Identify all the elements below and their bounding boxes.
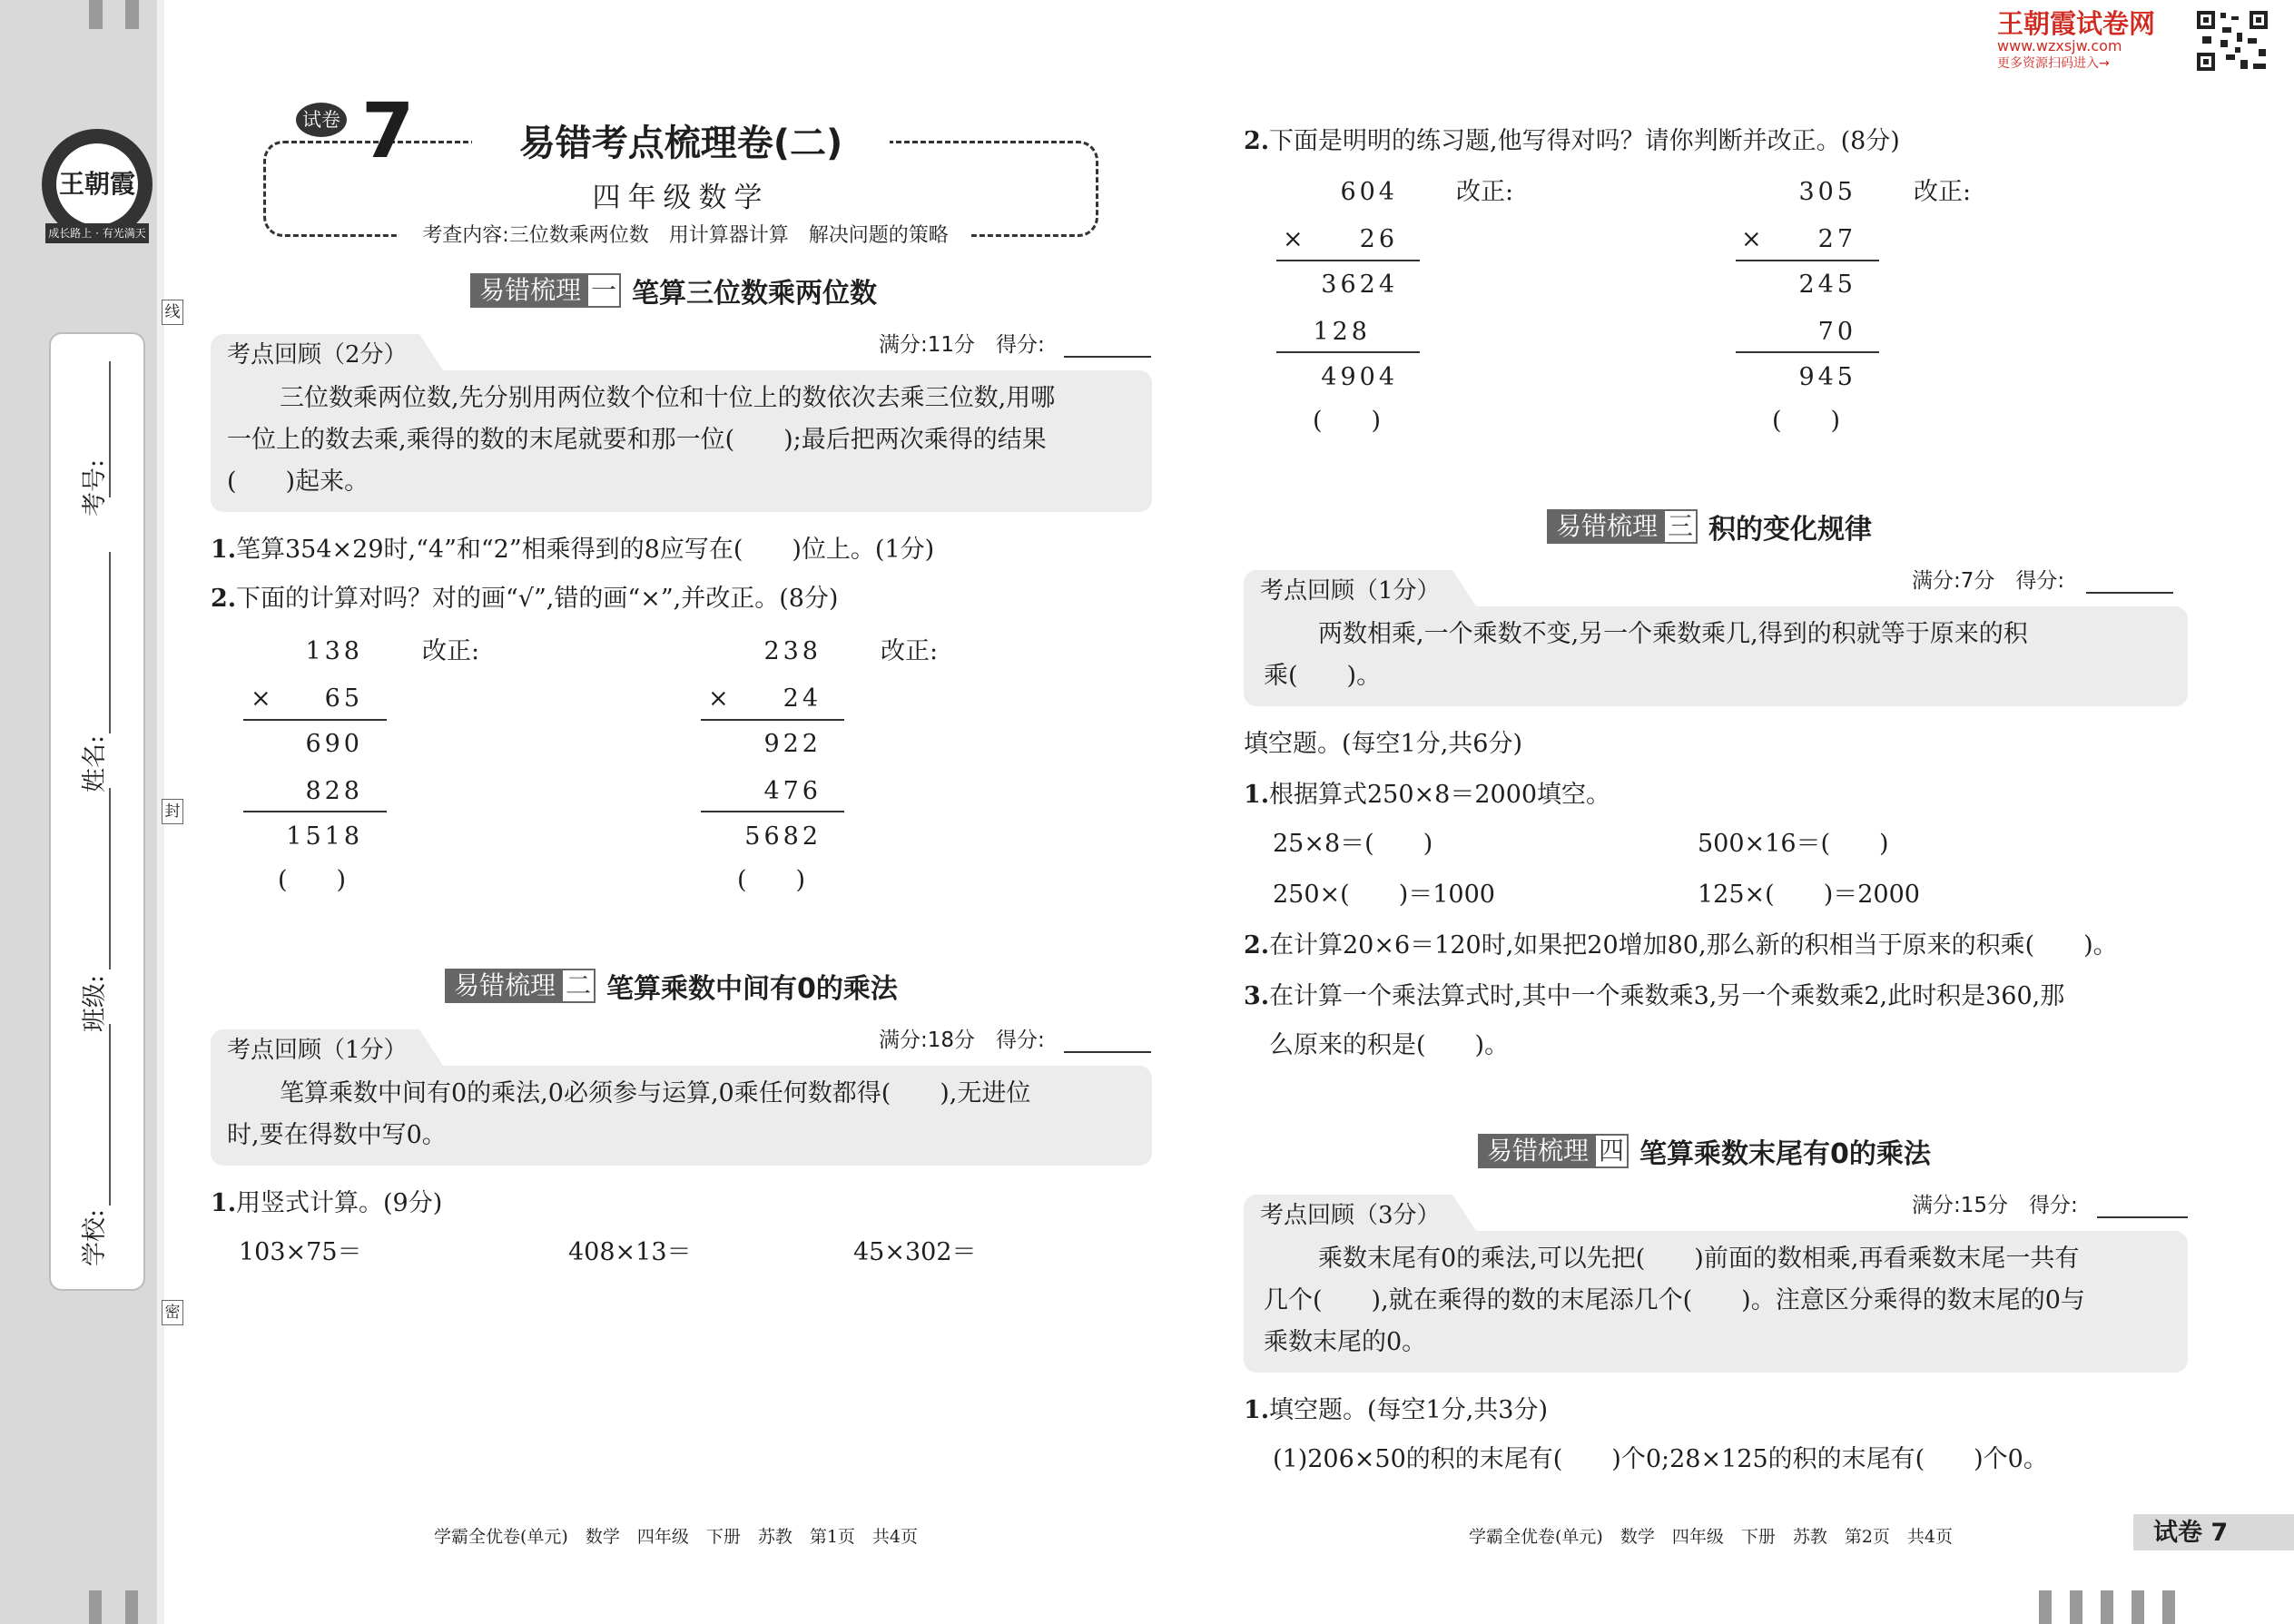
logo-banner: 成长路上 · 有光满天: [45, 223, 149, 243]
calc-row: 27: [1817, 225, 1856, 253]
fix-label: 改正:: [1914, 178, 1972, 206]
calc-row: 922: [763, 730, 822, 758]
question-number: 1.: [211, 1189, 237, 1217]
question-number: 2.: [1244, 931, 1270, 960]
question-number: 3.: [1244, 982, 1270, 1010]
calc-row: 26: [1359, 225, 1398, 253]
exam-number-line[interactable]: [109, 361, 111, 497]
fill-item[interactable]: 125×( )＝2000: [1698, 881, 1920, 909]
calc-row: 3624: [1321, 271, 1398, 299]
calc-row: 828: [305, 777, 363, 805]
student-info-panel: [49, 332, 145, 1291]
review-tab: 考点回顾（2分）: [211, 334, 419, 376]
question-text: 填空题。(每空1分,共3分): [1269, 1396, 1549, 1424]
section-tag: 易错梳理: [445, 969, 561, 1003]
score-line: 满分:18分 得分:: [879, 1029, 1045, 1052]
calc-rule: [701, 811, 844, 812]
fix-label: 改正:: [881, 637, 939, 665]
calc-row: 245: [1798, 271, 1856, 299]
calc-row: 604: [1340, 178, 1398, 206]
review-line: 两数相乘,一个乘数不变,另一个乘数乘几,得到的积就等于原来的积: [1318, 620, 2028, 648]
calc-row: 70: [1817, 318, 1856, 346]
calc-rule: [1276, 351, 1420, 353]
section-number: 四: [1594, 1134, 1629, 1168]
exam-number-label: 考号:: [81, 458, 110, 517]
logo-name: 王朝霞: [56, 143, 138, 225]
calc-rule: [1736, 260, 1879, 261]
paper-badge: 试卷: [296, 103, 347, 137]
review-line: ( )起来。: [227, 468, 369, 496]
answer-blank[interactable]: ( ): [1313, 407, 1382, 435]
section-name: 积的变化规律: [1708, 514, 1873, 546]
calc-row: 690: [305, 730, 363, 758]
multiply-sign: ×: [1283, 225, 1304, 253]
question-number: 1.: [1244, 1396, 1270, 1424]
calc-row: 138: [305, 637, 363, 665]
review-line: 笔算乘数中间有0的乘法,0必须参与运算,0乘任何数都得( ),无进位: [280, 1079, 1031, 1107]
exam-scope: 考查内容:三位数乘两位数 用计算器计算 解决问题的策略: [399, 221, 971, 251]
review-box: [1244, 1231, 2188, 1373]
review-tab: 考点回顾（1分）: [1244, 570, 1452, 612]
calc-row: 5682: [744, 822, 822, 851]
score-blank[interactable]: [1064, 356, 1151, 358]
top-tick: [89, 0, 103, 29]
subject-line: 四年级数学: [592, 182, 770, 214]
review-line: 三位数乘两位数,先分别用两位数个位和十位上的数依次去乘三位数,用哪: [280, 384, 1056, 412]
fill-item[interactable]: 250×( )＝1000: [1273, 881, 1495, 909]
review-line: 几个( ),就在乘得的数的末尾添几个( )。注意区分乘得的数末尾的0与: [1264, 1286, 2085, 1314]
calc-row: 1518: [286, 822, 363, 851]
question-text: 在计算一个乘法算式时,其中一个乘数乘3,另一个乘数乘2,此时积是360,那: [1269, 982, 2065, 1010]
name-line[interactable]: [109, 552, 111, 733]
bottom-tick: [89, 1590, 102, 1624]
calc-row: 305: [1798, 178, 1856, 206]
class-label: 班级:: [81, 974, 110, 1033]
calc-row: 945: [1798, 363, 1856, 391]
section-1-heading: [470, 272, 877, 309]
bottom-tick: [125, 1590, 138, 1624]
question-text: 笔算354×29时,“4”和“2”相乘得到的8应写在( )位上。(1分): [236, 536, 935, 564]
question-text: 在计算20×6＝120时,如果把20增加80,那么新的积相当于原来的积乘( )。: [1269, 931, 2118, 960]
brand-url[interactable]: www.wzxsjw.com: [1997, 37, 2122, 54]
answer-blank[interactable]: ( ): [737, 866, 806, 894]
page-footer-left: 学霸全优卷(单元) 数学 四年级 下册 苏教 第1页 共4页: [434, 1527, 919, 1547]
calc-row: 24: [783, 684, 822, 713]
question-text: 下面是明明的练习题,他写得对吗？请你判断并改正。(8分): [1269, 127, 1900, 155]
bottom-tick: [2132, 1590, 2144, 1624]
corner-label: 试卷 7: [2153, 1519, 2229, 1547]
section-tag: 易错梳理: [1478, 1134, 1594, 1168]
qr-code-icon[interactable]: [2195, 9, 2269, 73]
fill-title: 填空题。(每空1分,共6分): [1244, 730, 1523, 758]
cut-mark: 封: [162, 799, 183, 824]
answer-blank[interactable]: ( ): [278, 866, 347, 894]
bottom-tick: [2039, 1590, 2052, 1624]
review-box: [211, 1066, 1152, 1166]
multiply-sign: ×: [251, 684, 271, 713]
multiply-sign: ×: [1741, 225, 1762, 253]
question-number: 1.: [1244, 781, 1270, 809]
multiply-sign: ×: [708, 684, 729, 713]
review-box: [211, 370, 1152, 512]
calc-row: 238: [763, 637, 822, 665]
fill-item[interactable]: (1)206×50的积的末尾有( )个0;28×125的积的末尾有( )个0。: [1273, 1445, 2048, 1473]
section-name: 笔算乘数末尾有0的乘法: [1639, 1138, 1931, 1170]
score-blank[interactable]: [2086, 592, 2173, 594]
fill-item[interactable]: 500×16＝( ): [1698, 830, 1889, 858]
review-line: 一位上的数去乘,乘得的数的末尾就要和那一位( );最后把两次乘得的结果: [227, 426, 1047, 454]
calc-row: 128: [1313, 318, 1371, 346]
fill-item[interactable]: 25×8＝( ): [1273, 830, 1433, 858]
answer-blank[interactable]: ( ): [1772, 407, 1841, 435]
name-label: 姓名:: [81, 734, 110, 793]
section-number: 三: [1663, 509, 1698, 544]
section-3-heading: [1547, 508, 1872, 545]
section-name: 笔算乘数中间有0的乘法: [606, 973, 898, 1005]
section-tag: 易错梳理: [1547, 509, 1663, 544]
question-number: 1.: [211, 536, 237, 564]
review-box: [1244, 606, 2188, 706]
expression: 45×302＝: [853, 1238, 977, 1266]
calc-row: 4904: [1321, 363, 1398, 391]
school-label: 学校:: [81, 1208, 110, 1267]
fix-label: 改正:: [1456, 178, 1514, 206]
section-name: 笔算三位数乘两位数: [632, 278, 878, 310]
review-line: 时,要在得数中写0。: [227, 1121, 447, 1149]
calc-rule: [1736, 351, 1879, 353]
fix-label: 改正:: [422, 637, 480, 665]
question-number: 2.: [211, 585, 237, 613]
question-text: 用竖式计算。(9分): [236, 1189, 443, 1217]
review-tab: 考点回顾（3分）: [1244, 1195, 1452, 1236]
cut-mark: 密: [162, 1300, 183, 1325]
question-number: 2.: [1244, 127, 1270, 155]
page-title: 易错考点梳理卷(二): [472, 114, 890, 172]
section-4-heading: [1478, 1133, 1931, 1169]
calc-rule: [1276, 260, 1420, 261]
review-line: 乘( )。: [1264, 662, 1382, 690]
calc-rule: [701, 719, 844, 721]
score-line: 满分:15分 得分:: [1912, 1194, 2078, 1217]
page-footer-right: 学霸全优卷(单元) 数学 四年级 下册 苏教 第2页 共4页: [1469, 1527, 1954, 1547]
expression: 408×13＝: [568, 1238, 692, 1266]
cut-mark: 线: [162, 300, 183, 325]
score-line: 满分:7分 得分:: [1912, 569, 2065, 593]
question-text: 下面的计算对吗？对的画“√”,错的画“×”,并改正。(8分): [236, 585, 839, 613]
bottom-tick: [2101, 1590, 2113, 1624]
calc-row: 476: [763, 777, 822, 805]
brand-name: 王朝霞试卷网: [1997, 8, 2156, 39]
review-line: 乘数末尾有0的乘法,可以先把( )前面的数相乘,再看乘数末尾一共有: [1318, 1245, 2080, 1273]
top-tick: [125, 0, 139, 29]
calc-rule: [243, 811, 387, 812]
section-number: 一: [586, 273, 621, 308]
calc-row: 65: [324, 684, 363, 713]
school-line[interactable]: [109, 1024, 111, 1206]
paper-number: 7: [361, 86, 415, 175]
calc-rule: [243, 719, 387, 721]
question-text: 么原来的积是( )。: [1269, 1031, 1510, 1059]
score-blank[interactable]: [1064, 1051, 1151, 1053]
review-line: 乘数末尾的0。: [1264, 1328, 1427, 1356]
bottom-tick: [2162, 1590, 2175, 1624]
review-tab: 考点回顾（1分）: [211, 1029, 419, 1071]
expression: 103×75＝: [239, 1238, 362, 1266]
score-blank[interactable]: [2097, 1216, 2188, 1218]
section-2-heading: [445, 968, 898, 1004]
bottom-tick: [2070, 1590, 2082, 1624]
class-line[interactable]: [109, 788, 111, 969]
score-line: 满分:11分 得分:: [879, 333, 1045, 357]
brand-sub: 更多资源扫码进入→: [1997, 56, 2110, 71]
section-number: 二: [561, 969, 596, 1003]
section-tag: 易错梳理: [470, 273, 586, 308]
question-text: 根据算式250×8＝2000填空。: [1269, 781, 1611, 809]
